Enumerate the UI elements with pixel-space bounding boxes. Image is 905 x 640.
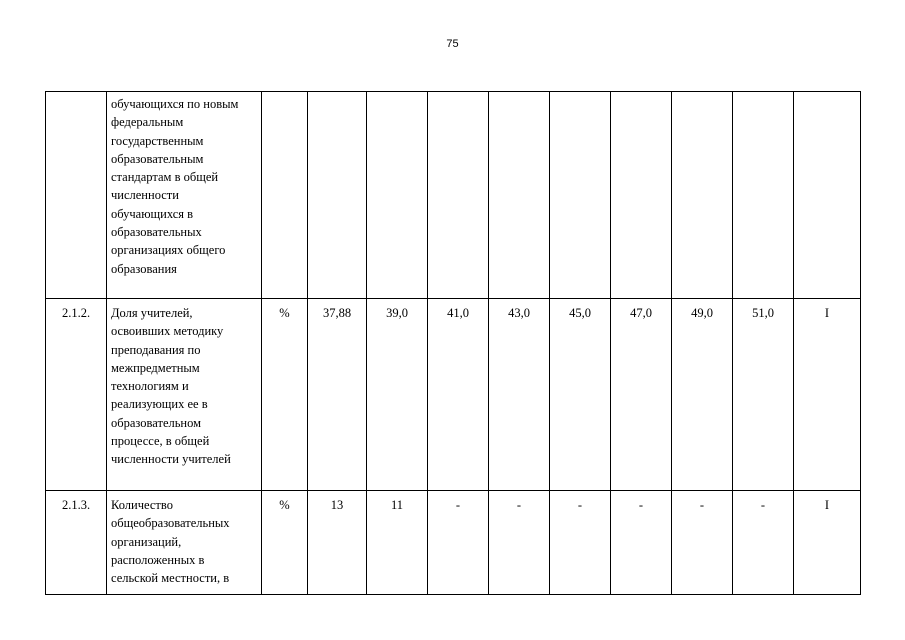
value-cell: 51,0 <box>733 299 794 491</box>
value-cell: - <box>611 491 672 595</box>
value-cell <box>611 92 672 299</box>
value-cell <box>428 92 489 299</box>
unit-cell: % <box>262 299 308 491</box>
value-cell: 13 <box>308 491 367 595</box>
value-cell <box>672 92 733 299</box>
value-cell <box>367 92 428 299</box>
table-row <box>46 299 861 491</box>
page-number: 75 <box>446 38 459 50</box>
value-cell: 39,0 <box>367 299 428 491</box>
row-number: 2.1.3. <box>46 491 107 595</box>
row-number <box>46 92 107 299</box>
value-cell: - <box>733 491 794 595</box>
value-cell: - <box>550 491 611 595</box>
type-cell: I <box>794 299 861 491</box>
unit-cell: % <box>262 491 308 595</box>
value-cell: - <box>672 491 733 595</box>
value-cell: 43,0 <box>489 299 550 491</box>
value-cell: 11 <box>367 491 428 595</box>
indicators-table <box>45 91 861 595</box>
value-cell: 41,0 <box>428 299 489 491</box>
value-cell <box>733 92 794 299</box>
value-cell <box>550 92 611 299</box>
value-cell: - <box>489 491 550 595</box>
value-cell: 37,88 <box>308 299 367 491</box>
value-cell: - <box>428 491 489 595</box>
indicator-description: Количество общеобразовательных организаций, расположенных в сельской местности, в <box>107 491 262 595</box>
table-row <box>46 491 861 595</box>
value-cell <box>489 92 550 299</box>
value-cell: 47,0 <box>611 299 672 491</box>
value-cell <box>308 92 367 299</box>
value-cell: 49,0 <box>672 299 733 491</box>
type-cell: I <box>794 491 861 595</box>
row-number: 2.1.2. <box>46 299 107 491</box>
table-row <box>46 92 861 299</box>
value-cell: 45,0 <box>550 299 611 491</box>
indicator-description: обучающихся по новым федеральным государственным образовательным стандартам в общей численности обучающихся в образовательных организациях общего образования <box>107 92 262 299</box>
type-cell <box>794 92 861 299</box>
indicator-description: Доля учителей, освоивших методику преподавания по межпредметным технологиям и реализующих ее в образовательном процессе, в общей численности учителей <box>107 299 262 491</box>
unit-cell <box>262 92 308 299</box>
